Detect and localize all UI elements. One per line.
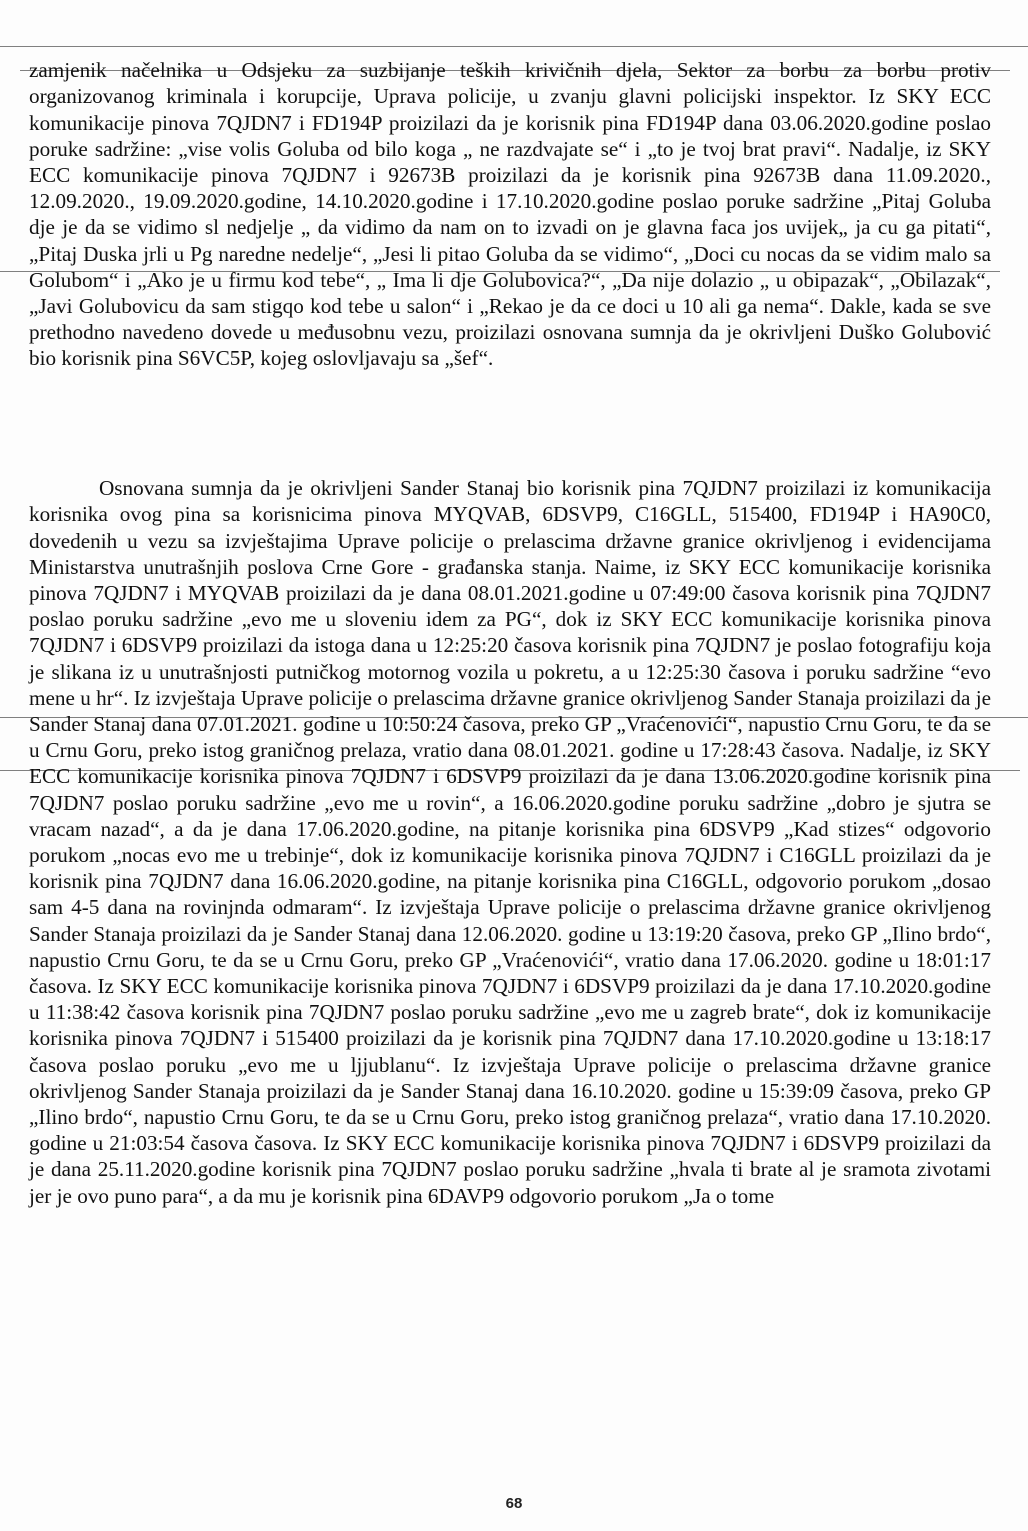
body-paragraph-1: zamjenik načelnika u Odsjeku za suzbijanje teških krivičnih djela, Sektor za borbu za borbu protiv organizovanog kriminala i korupcije, Uprava policije, u zvanju glavni policijski inspektor. Iz SKY ECC komunikacije pinova 7QJDN7 i FD194P proizilazi da je korisnik pina FD194P dana 03.06.2020.godine poslao poruke sadržine: „vise volis Goluba od bilo koga „ ne razdvajate se“ i „to je tvoj brat pravi“. Nadalje, iz SKY ECC komunikacije pinova 7QJDN7 i 92673B proizilazi da je korisnik pina 92673B dana 11.09.2020., 12.09.2020., 19.09.2020.godine, 14.10.2020.godine i 17.10.2020.godine poslao poruke sadržine „Pitaj Goluba dje je da se vidimo sl nedjelje „ da vidimo da nam on to izvadi on je glavna faca jos uvijek„ ja cu ga pitati“, „Pitaj Duska jrli u Pg naredne nedelje“, „Jesi li pitao Goluba da se vidimo“, „Doci cu nocas da se vidim malo sa Golubom“ i „Ako je u firmu kod tebe“, „ Ima li dje Golubovica?“, „Da nije dolazio „ u obipazak“, „Obilazak“, „Javi Golubovicu da sam stigqo kod tebe u salon“ i „Rekao je da ce doci u 10 ali ga nema“. Dakle, kada se sve prethodno navedeno dovede u međusobnu vezu, proizilazi osnovana sumnja da je okrivljeni Duško Golubović bio korisnik pina S6VC5P, kojeg oslovljavaju sa „šef“.	[29, 58, 991, 371]
scan-artifact-line	[0, 46, 1028, 47]
body-paragraph-2: Osnovana sumnja da je okrivljeni Sander Stanaj bio korisnik pina 7QJDN7 proizilazi iz komunikacija korisnika ovog pina sa korisnicima pinova MYQVAB, 6DSVP9, C16GLL, 515400, FD194P i HA90C0, dovedenih u vezu sa izvještajima Uprave policije o prelascima državne granice okrivljenog i evidencijama Ministarstva unutrašnjih poslova Crne Gore - građanska stanja. Naime, iz SKY ECC komunikacije korisnika pinova 7QJDN7 i MYQVAB proizilazi da je dana 08.01.2021.godine u 07:49:00 časova korisnik pina 7QJDN7 poslao poruku sadržine „evo me u sloveniu idem za PG“, dok iz SKY ECC komunikacije korisnika pinova 7QJDN7 i 6DSVP9 proizilazi da istoga dana u 12:25:20 časova korisnik pina 7QJDN7 je poslao fotografiju koja je slikana iz u unutrašnjosti putničkog motornog vozila u pokretu, a u 12:25:30 časova i poruku sadržine “evo mene u hr“. Iz izvještaja Uprave policije o prelascima državne granice okrivljenog Sander Stanaja proizilazi da je Sander Stanaj dana 07.01.2021. godine u 10:50:24 časova, preko GP „Vraćenovići“, napustio Crnu Goru, te da se u Crnu Goru, preko istog graničnog prelaza, vratio dana 08.01.2021. godine u 17:28:43 časova. Nadalje, iz SKY ECC komunikacije korisnika pinova 7QJDN7 i 6DSVP9 proizilazi da je dana 13.06.2020.godine korisnik pina 7QJDN7 poslao poruku sadržine „evo me u rovin“, a 16.06.2020.godine poruku sadržine „dobro je sjutra se vracam nazad“, a da je dana 17.06.2020.godine, na pitanje korisnika pina 6DSVP9 „Kad stizes“ odgovorio porukom „nocas evo me u trebinje“, dok iz komunikacije korisnika pinova 7QJDN7 i C16GLL proizilazi da je korisnik pina 7QJDN7 dana 16.06.2020.godine, na pitanje korisnika pina C16GLL, odgovorio porukom „dosao sam 4-5 dana na rovinjnda odmaram“. Iz izvještaja Uprave policije o prelascima državne granice okrivljenog Sander Stanaja proizilazi da je Sander Stanaj dana 12.06.2020. godine u 13:19:20 časova, preko GP „Ilino brdo“, napustio Crnu Goru, te da se u Crnu Goru, preko GP „Vraćenovići“, vratio dana 17.06.2020. godine u 18:01:17 časova. Iz SKY ECC komunikacije korisnika pinova 7QJDN7 i 6DSVP9 proizilazi da je dana 17.10.2020.godine u 11:38:42 časova korisnik pina 7QJDN7 poslao poruku sadržine „evo me u zagreb brate“, dok iz komunikacije korisnika pinova 7QJDN7 i 515400 proizilazi da je korisnik pina 7QJDN7 dana 17.10.2020.godine u 13:18:17 časova poslao poruku „evo me u ljjublanu“. Iz izvještaja Uprave policije o prelascima državne granice okrivljenog Sander Stanaja proizilazi da je Sander Stanaj dana 16.10.2020. godine u 15:39:09 časova, preko GP „Ilino brdo“, napustio Crnu Goru, te da se u Crnu Goru, preko istog graničnog prelaza“, vratio dana 17.10.2020. godine u 21:03:54 časova časova. Iz SKY ECC komunikacije korisnika pinova 7QJDN7 i 6DSVP9 proizilazi da je dana 25.11.2020.godine korisnik pina 7QJDN7 poslao poruku sadržine „hvala ti brate al je sramota zivotami jer je ovo puno para“, a da mu je korisnik pina 6DAVP9 odgovorio porukom „Ja o tome	[29, 476, 991, 1208]
page-number: 68	[505, 1495, 523, 1512]
